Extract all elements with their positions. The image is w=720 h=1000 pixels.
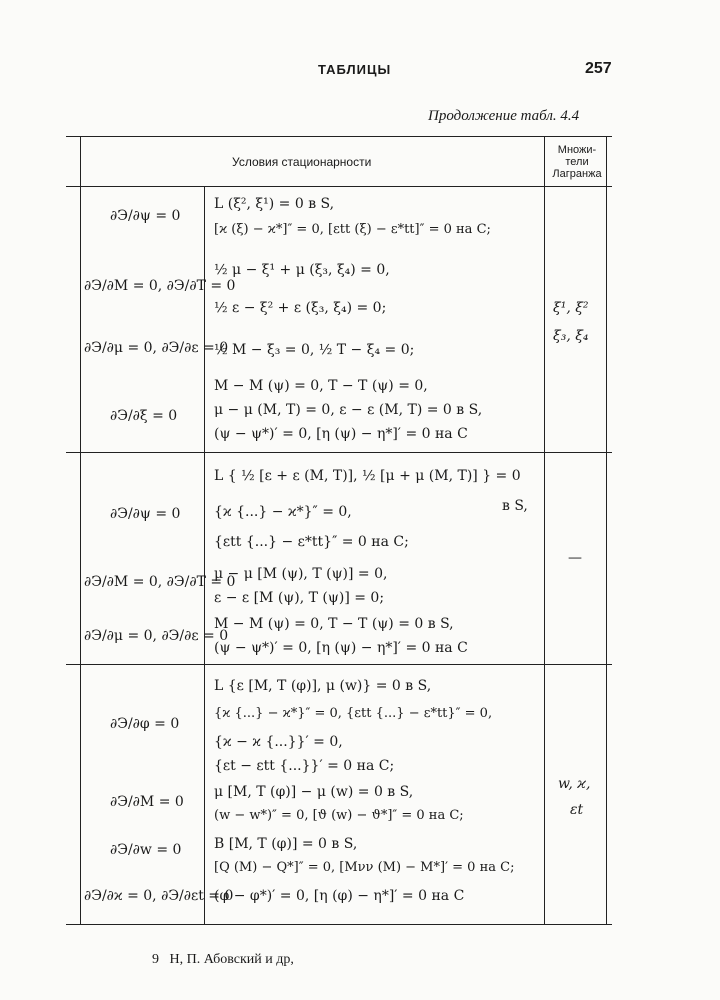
multiplier-cell: ξ¹, ξ² xyxy=(553,300,589,316)
equation-line: L {ε [M, T (φ)], μ (w)} = 0 в S, xyxy=(214,678,432,694)
condition-cell: ∂Э/∂ξ = 0 xyxy=(110,408,178,424)
equation-line: (φ − φ*)′ = 0, [η (φ) − η*]′ = 0 на C xyxy=(214,888,465,904)
table-bottom-rule xyxy=(66,924,612,925)
equation-line: ½ ε − ξ² + ε (ξ₃, ξ₄) = 0; xyxy=(214,300,387,316)
equation-line: μ − μ [M (ψ), T (ψ)] = 0, xyxy=(214,566,388,582)
equation-line: {ϰ − ϰ {...}}′ = 0, xyxy=(214,734,343,750)
condition-cell: ∂Э/∂M = 0, ∂Э/∂T = 0 xyxy=(84,574,236,590)
equation-line: ε − ε [M (ψ), T (ψ)] = 0; xyxy=(214,590,385,606)
condition-cell: ∂Э/∂ϰ = 0, ∂Э/∂εt = 0 xyxy=(84,888,234,904)
equation-line: μ − μ (M, T) = 0, ε − ε (M, T) = 0 в S, xyxy=(214,402,483,418)
equation-line: {ϰ {...} − ϰ*}″ = 0, xyxy=(214,504,352,520)
equation-line: [Q (M) − Q*]″ = 0, [Mνν (M) − M*]′ = 0 на C; xyxy=(214,860,515,875)
multiplier-cell: w, ϰ, xyxy=(558,776,591,792)
book-authors: Н, П. Абовский и др, xyxy=(169,952,294,967)
multiplier-cell: εt xyxy=(570,802,584,818)
equation-line: ½ M − ξ₃ = 0, ½ T − ξ₄ = 0; xyxy=(214,342,415,358)
condition-cell: ∂Э/∂ψ = 0 xyxy=(110,506,181,522)
multiplier-cell: — xyxy=(568,550,582,566)
table-top-rule xyxy=(66,136,612,137)
multipliers-separator xyxy=(544,136,545,924)
equation-line: μ [M, T (φ)] − μ (w) = 0 в S, xyxy=(214,784,414,800)
equation-line: в S, xyxy=(502,498,528,514)
condition-cell: ∂Э/∂w = 0 xyxy=(110,842,182,858)
page-number: 257 xyxy=(585,60,612,77)
condition-cell: ∂Э/∂M = 0, ∂Э/∂T = 0 xyxy=(84,278,236,294)
table-left-border xyxy=(80,136,81,924)
equation-line: (w − w*)″ = 0, [ϑ (w) − ϑ*]″ = 0 на C; xyxy=(214,808,464,823)
equation-line: L (ξ², ξ¹) = 0 в S, xyxy=(214,196,335,212)
equation-line: {εtt {...} − ε*tt}″ = 0 на C; xyxy=(214,534,409,550)
condition-cell: ∂Э/∂φ = 0 xyxy=(110,716,180,732)
equation-line: {ϰ {...} − ϰ*}″ = 0, {εtt {...} − ε*tt}″ = 0, xyxy=(214,706,493,721)
equation-line: L { ½ [ε + ε (M, T)], ½ [μ + μ (M, T)] } = 0 xyxy=(214,468,521,484)
equation-line: M − M (ψ) = 0, T − T (ψ) = 0 в S, xyxy=(214,616,454,632)
equation-line: B [M, T (φ)] = 0 в S, xyxy=(214,836,358,852)
block-divider xyxy=(66,452,612,453)
equation-line: {εt − εtt {...}}′ = 0 на C; xyxy=(214,758,395,774)
column-header-conditions: Условия стационарности xyxy=(232,155,372,169)
table-continuation-caption: Продолжение табл. 4.4 xyxy=(428,108,580,124)
multiplier-cell: ξ₃, ξ₄ xyxy=(553,328,589,344)
condition-cell: ∂Э/∂μ = 0, ∂Э/∂ε = 0 xyxy=(84,628,229,644)
equation-line: ½ μ − ξ¹ + μ (ξ₃, ξ₄) = 0, xyxy=(214,262,390,278)
condition-cell: ∂Э/∂μ = 0, ∂Э/∂ε = 0 xyxy=(84,340,229,356)
signature-mark: 9 xyxy=(152,952,159,967)
condition-cell: ∂Э/∂ψ = 0 xyxy=(110,208,181,224)
condition-cell: ∂Э/∂M = 0 xyxy=(110,794,184,810)
column-header-multipliers: Множи-тели Лагранжа xyxy=(552,144,602,180)
running-head-title: ТАБЛИЦЫ xyxy=(318,62,392,77)
equation-line: (ψ − ψ*)′ = 0, [η (ψ) − η*]′ = 0 на C xyxy=(214,426,468,442)
signature-line xyxy=(152,952,294,968)
table-right-border xyxy=(606,136,607,924)
equation-line: [ϰ (ξ) − ϰ*]″ = 0, [εtt (ξ) − ε*tt]″ = 0 на C; xyxy=(214,222,491,237)
conditions-separator xyxy=(204,186,205,924)
block-divider xyxy=(66,664,612,665)
equation-line: M − M (ψ) = 0, T − T (ψ) = 0, xyxy=(214,378,428,394)
table-header-rule xyxy=(66,186,612,187)
equation-line: (ψ − ψ*)′ = 0, [η (ψ) − η*]′ = 0 на C xyxy=(214,640,468,656)
